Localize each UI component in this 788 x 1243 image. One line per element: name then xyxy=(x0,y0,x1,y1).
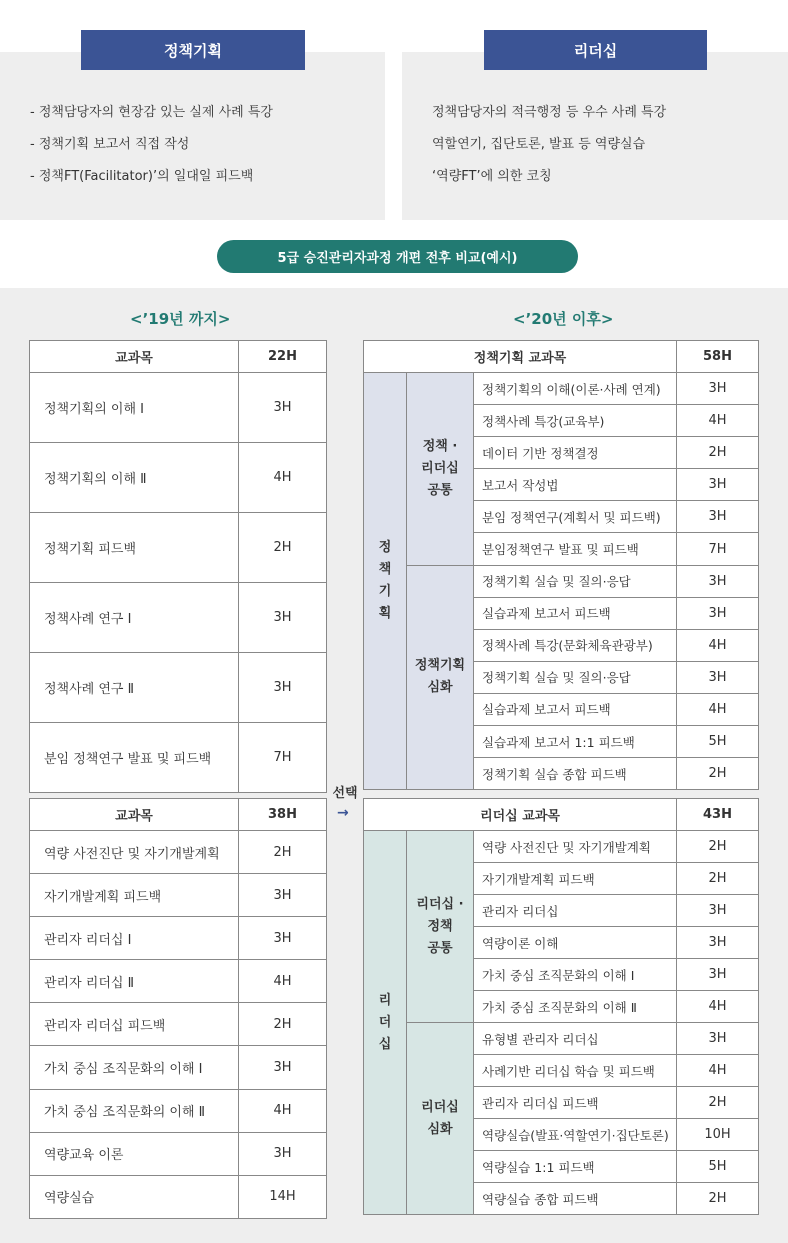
hours-cell: 3H xyxy=(239,917,327,960)
leadership-feature-list xyxy=(432,102,666,198)
subject-cell: 역량이론 이해 xyxy=(474,927,677,959)
list-item: - 정책기획 보고서 직접 작성 xyxy=(30,137,190,152)
hours-cell: 5H xyxy=(677,726,759,758)
hours-cell: 4H xyxy=(239,960,327,1003)
subject-cell: 관리자 리더십 Ⅰ xyxy=(30,917,239,960)
hours-cell: 3H xyxy=(677,959,759,991)
hours-cell: 7H xyxy=(677,533,759,565)
table-row xyxy=(364,1023,759,1055)
subject-cell: 자기개발계획 피드백 xyxy=(30,874,239,917)
subject-cell: 정책기획의 이해 Ⅰ xyxy=(30,373,239,443)
hours-cell: 2H xyxy=(239,513,327,583)
subject-cell: 정책기획의 이해(이론·사례 연계) xyxy=(474,373,677,405)
category-cell: 정 책 기 획 xyxy=(364,373,407,790)
new-policy-table xyxy=(363,340,759,790)
policy-panel-title: 정책기획 xyxy=(81,30,305,70)
subject-cell: 역량 사전진단 및 자기개발계획 xyxy=(30,831,239,874)
category-cell: 리 더 십 xyxy=(364,831,407,1215)
column-header-total: 38H xyxy=(239,799,327,831)
hours-cell: 3H xyxy=(677,927,759,959)
table-row xyxy=(30,443,327,513)
table-row xyxy=(364,831,759,863)
hours-cell: 3H xyxy=(239,1046,327,1089)
hours-cell: 3H xyxy=(239,1132,327,1175)
hours-cell: 2H xyxy=(239,1003,327,1046)
group-cell: 리더십 · 정책 공통 xyxy=(407,831,474,1023)
after-label: <’20년 이후> xyxy=(513,310,614,328)
hours-cell: 2H xyxy=(239,831,327,874)
list-item: 정책담당자의 적극행정 등 우수 사례 특강 xyxy=(432,105,667,120)
before-label: <’19년 까지> xyxy=(130,310,231,328)
hours-cell: 4H xyxy=(677,693,759,725)
subject-cell: 정책사례 연구 Ⅰ xyxy=(30,583,239,653)
hours-cell: 4H xyxy=(677,1055,759,1087)
hours-cell: 3H xyxy=(677,661,759,693)
subject-cell: 관리자 리더십 xyxy=(474,895,677,927)
subject-cell: 관리자 리더십 Ⅱ xyxy=(30,960,239,1003)
hours-cell: 14H xyxy=(239,1175,327,1218)
hours-cell: 2H xyxy=(677,863,759,895)
group-cell: 정책 · 리더십 공통 xyxy=(407,373,474,566)
table-row xyxy=(30,723,327,793)
hours-cell: 2H xyxy=(677,1183,759,1215)
hours-cell: 4H xyxy=(677,629,759,661)
column-header-total: 43H xyxy=(677,799,759,831)
subject-cell: 관리자 리더십 피드백 xyxy=(474,1087,677,1119)
subject-cell: 실습과제 보고서 1:1 피드백 xyxy=(474,726,677,758)
subject-cell: 정책사례 특강(문화체육관광부) xyxy=(474,629,677,661)
column-header-subject: 교과목 xyxy=(30,341,239,373)
table-header-row xyxy=(30,799,327,831)
table-header-row xyxy=(30,341,327,373)
hours-cell: 3H xyxy=(677,373,759,405)
hours-cell: 3H xyxy=(239,373,327,443)
table-header-row xyxy=(364,341,759,373)
subject-cell: 정책기획 실습 종합 피드백 xyxy=(474,758,677,790)
subject-cell: 자기개발계획 피드백 xyxy=(474,863,677,895)
column-header-total: 22H xyxy=(239,341,327,373)
subject-cell: 유형별 관리자 리더십 xyxy=(474,1023,677,1055)
subject-cell: 정책사례 특강(교육부) xyxy=(474,405,677,437)
subject-cell: 분임정책연구 발표 및 피드백 xyxy=(474,533,677,565)
subject-cell: 역량교육 이론 xyxy=(30,1132,239,1175)
table-row xyxy=(30,874,327,917)
leadership-panel xyxy=(402,52,788,220)
subject-cell: 역량실습 1:1 피드백 xyxy=(474,1151,677,1183)
column-header-subject: 교과목 xyxy=(30,799,239,831)
subject-cell: 실습과제 보고서 피드백 xyxy=(474,597,677,629)
list-item: ‘역량FT’에 의한 코칭 xyxy=(432,169,552,184)
column-header-subject: 정책기획 교과목 xyxy=(364,341,677,373)
table-row xyxy=(30,1003,327,1046)
hours-cell: 5H xyxy=(677,1151,759,1183)
list-item: - 정책담당자의 현장감 있는 실제 사례 특강 xyxy=(30,105,273,120)
hours-cell: 3H xyxy=(677,597,759,629)
subject-cell: 정책기획 피드백 xyxy=(30,513,239,583)
hours-cell: 3H xyxy=(677,895,759,927)
hours-cell: 3H xyxy=(239,583,327,653)
table-row xyxy=(30,1175,327,1218)
policy-feature-list xyxy=(30,102,273,198)
hours-cell: 3H xyxy=(677,565,759,597)
table-row xyxy=(30,583,327,653)
subject-cell: 정책기획 실습 및 질의·응답 xyxy=(474,661,677,693)
table-header-row xyxy=(364,799,759,831)
hours-cell: 2H xyxy=(677,831,759,863)
table-row xyxy=(364,373,759,405)
column-header-total: 58H xyxy=(677,341,759,373)
subject-cell: 역량실습(발표·역할연기·집단토론) xyxy=(474,1119,677,1151)
hours-cell: 2H xyxy=(677,758,759,790)
hours-cell: 10H xyxy=(677,1119,759,1151)
subject-cell: 관리자 리더십 피드백 xyxy=(30,1003,239,1046)
subject-cell: 가치 중심 조직문화의 이해 Ⅱ xyxy=(30,1089,239,1132)
subject-cell: 역량실습 xyxy=(30,1175,239,1218)
subject-cell: 역량 사전진단 및 자기개발계획 xyxy=(474,831,677,863)
select-label: 선택 xyxy=(332,786,358,801)
table-row xyxy=(30,1046,327,1089)
subject-cell: 정책사례 연구 Ⅱ xyxy=(30,653,239,723)
table-row xyxy=(30,513,327,583)
table-row xyxy=(30,373,327,443)
hours-cell: 4H xyxy=(239,1089,327,1132)
group-cell: 정책기획 심화 xyxy=(407,565,474,790)
policy-panel xyxy=(0,52,385,220)
subject-cell: 정책기획 실습 및 질의·응답 xyxy=(474,565,677,597)
table-row xyxy=(30,1132,327,1175)
comparison-banner: 5급 승진관리자과정 개편 전후 비교(예시) xyxy=(217,240,578,273)
list-item: - 정책FT(Facilitator)’의 일대일 피드백 xyxy=(30,169,254,184)
subject-cell: 분임 정책연구(계획서 및 피드백) xyxy=(474,501,677,533)
old-policy-table xyxy=(29,340,327,793)
new-leadership-table xyxy=(363,798,759,1215)
arrow-right-icon: → xyxy=(337,805,349,821)
old-leadership-table xyxy=(29,798,327,1219)
table-row xyxy=(30,960,327,1003)
hours-cell: 4H xyxy=(677,405,759,437)
table-row xyxy=(30,917,327,960)
hours-cell: 4H xyxy=(677,991,759,1023)
hours-cell: 4H xyxy=(239,443,327,513)
subject-cell: 정책기획의 이해 Ⅱ xyxy=(30,443,239,513)
column-header-subject: 리더십 교과목 xyxy=(364,799,677,831)
hours-cell: 2H xyxy=(677,1087,759,1119)
subject-cell: 분임 정책연구 발표 및 피드백 xyxy=(30,723,239,793)
hours-cell: 3H xyxy=(677,501,759,533)
subject-cell: 실습과제 보고서 피드백 xyxy=(474,693,677,725)
subject-cell: 가치 중심 조직문화의 이해 Ⅱ xyxy=(474,991,677,1023)
leadership-panel-title: 리더십 xyxy=(484,30,707,70)
subject-cell: 가치 중심 조직문화의 이해 Ⅰ xyxy=(474,959,677,991)
hours-cell: 3H xyxy=(239,653,327,723)
hours-cell: 2H xyxy=(677,437,759,469)
hours-cell: 3H xyxy=(677,469,759,501)
table-row xyxy=(364,565,759,597)
group-cell: 리더십 심화 xyxy=(407,1023,474,1215)
list-item: 역할연기, 집단토론, 발표 등 역량실습 xyxy=(432,137,646,152)
table-row xyxy=(30,831,327,874)
subject-cell: 데이터 기반 정책결정 xyxy=(474,437,677,469)
subject-cell: 사례기반 리더십 학습 및 피드백 xyxy=(474,1055,677,1087)
hours-cell: 7H xyxy=(239,723,327,793)
subject-cell: 역량실습 종합 피드백 xyxy=(474,1183,677,1215)
hours-cell: 3H xyxy=(677,1023,759,1055)
subject-cell: 가치 중심 조직문화의 이해 Ⅰ xyxy=(30,1046,239,1089)
table-row xyxy=(30,653,327,723)
hours-cell: 3H xyxy=(239,874,327,917)
subject-cell: 보고서 작성법 xyxy=(474,469,677,501)
table-row xyxy=(30,1089,327,1132)
